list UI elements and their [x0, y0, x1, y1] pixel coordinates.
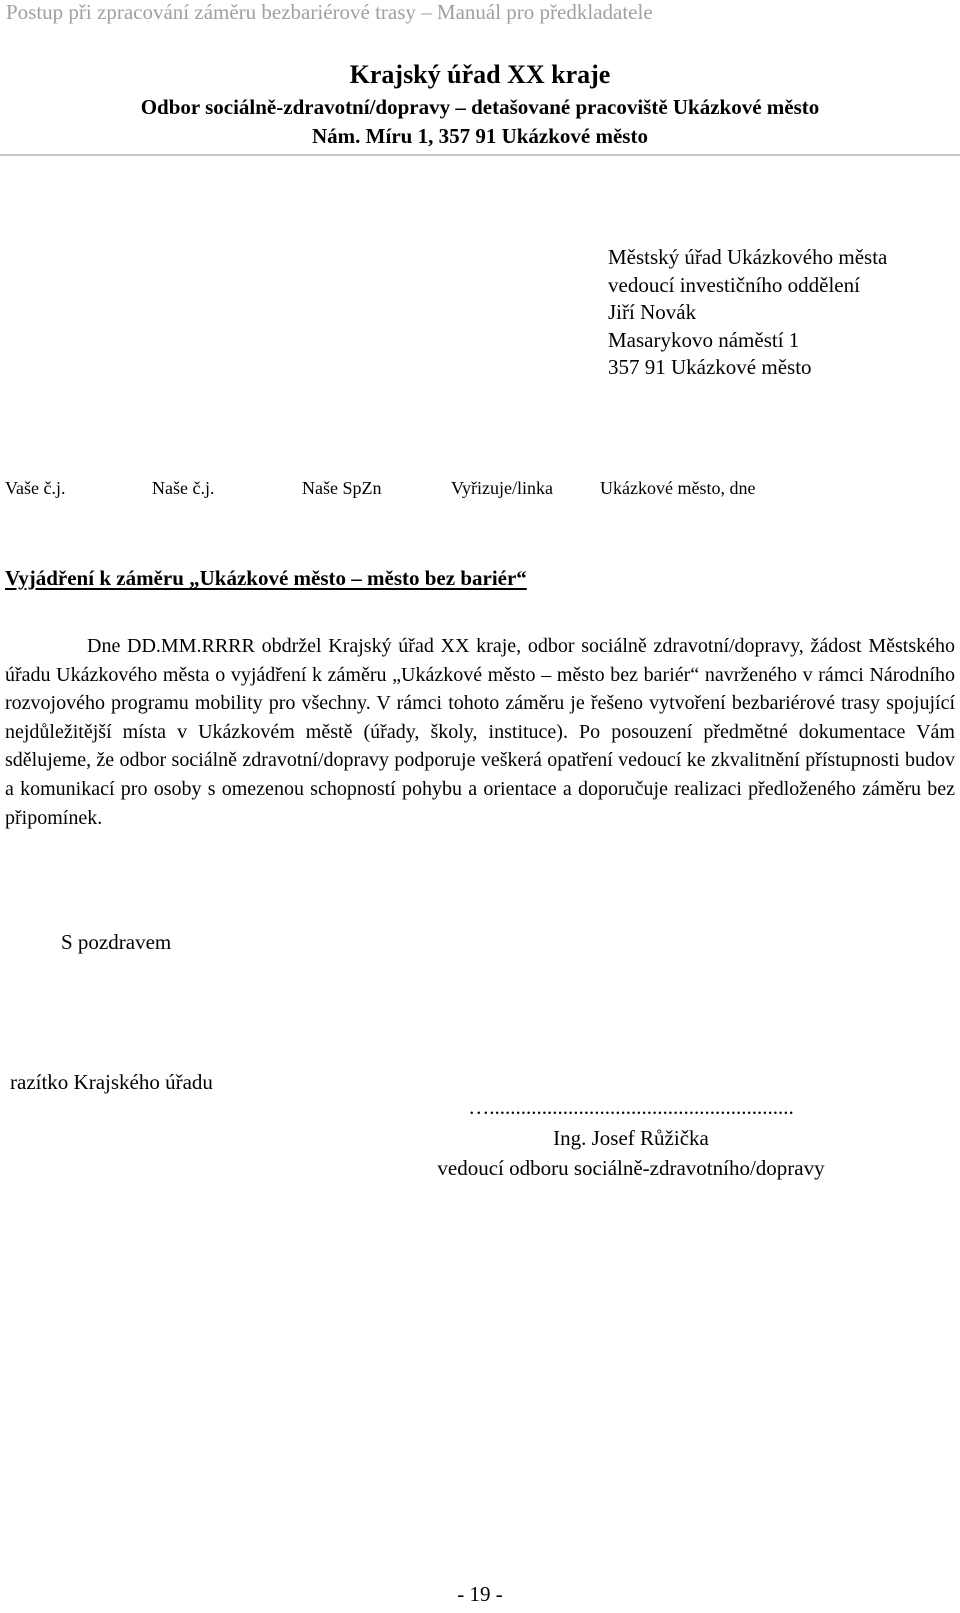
- letterhead-title: Krajský úřad XX kraje: [349, 60, 611, 89]
- signatory-title: vedoucí odboru sociálně-zdravotního/dopravy: [437, 1156, 825, 1180]
- recipient-position: vedoucí investičního oddělení: [608, 272, 860, 297]
- letter-body: [5, 632, 955, 832]
- ref-our-number: Naše č.j.: [152, 478, 215, 498]
- closing-greeting: S pozdravem: [61, 930, 172, 954]
- signatory-name: Ing. Josef Růžička: [553, 1126, 709, 1150]
- header-divider: [0, 154, 960, 156]
- recipient-office: Městský úřad Ukázkového města: [608, 245, 888, 269]
- recipient-address-block: [608, 244, 887, 382]
- letterhead-department: Odbor sociálně-zdravotní/dopravy – detašované pracoviště Ukázkové město: [140, 95, 820, 119]
- signature-line: …..........................................................: [468, 1095, 794, 1119]
- recipient-name: Jiří Novák: [608, 300, 697, 324]
- running-header: Postup při zpracování záměru bezbariérové trasy – Manuál pro předkladatele: [6, 0, 653, 24]
- recipient-city: 357 91 Ukázkové město: [608, 355, 812, 379]
- letter-body-text: Dne DD.MM.RRRR obdržel Krajský úřad XX kraje, odbor sociálně zdravotní/dopravy, žádost Městského úřadu Ukázkového města o vyjádření k záměru „Ukázkové město – město bez bariér“ navrženého v rámci Národního rozvojového programu mobility pro všechny. V rámci tohoto záměru je řešeno vytvoření bezbariérové trasy spojující nejdůležitější místa v Ukázkovém městě (úřady, školy, instituce). Po posouzení předmětné dokumentace Vám sdělujeme, že odbor sociálně zdravotní/dopravy podporuje veškerá opatření vedoucí ke zkvalitnění přístupnosti budov a komunikací pro osoby s omezenou schopností pohybu a orientace a doporučuje realizaci předloženého záměru bez připomínek.: [5, 635, 955, 829]
- ref-your-number: Vaše č.j.: [5, 478, 66, 498]
- letter-subject: Vyjádření k záměru „Ukázkové město – město bez bariér“: [5, 566, 527, 590]
- ref-our-file: Naše SpZn: [302, 478, 382, 498]
- page-number: - 19 -: [457, 1582, 503, 1606]
- recipient-street: Masarykovo náměstí 1: [608, 327, 800, 352]
- letterhead-address: Nám. Míru 1, 357 91 Ukázkové město: [312, 124, 648, 148]
- ref-place-date: Ukázkové město, dne: [600, 478, 756, 498]
- ref-handled-by: Vyřizuje/linka: [451, 478, 553, 498]
- office-stamp-placeholder: razítko Krajského úřadu: [10, 1070, 213, 1094]
